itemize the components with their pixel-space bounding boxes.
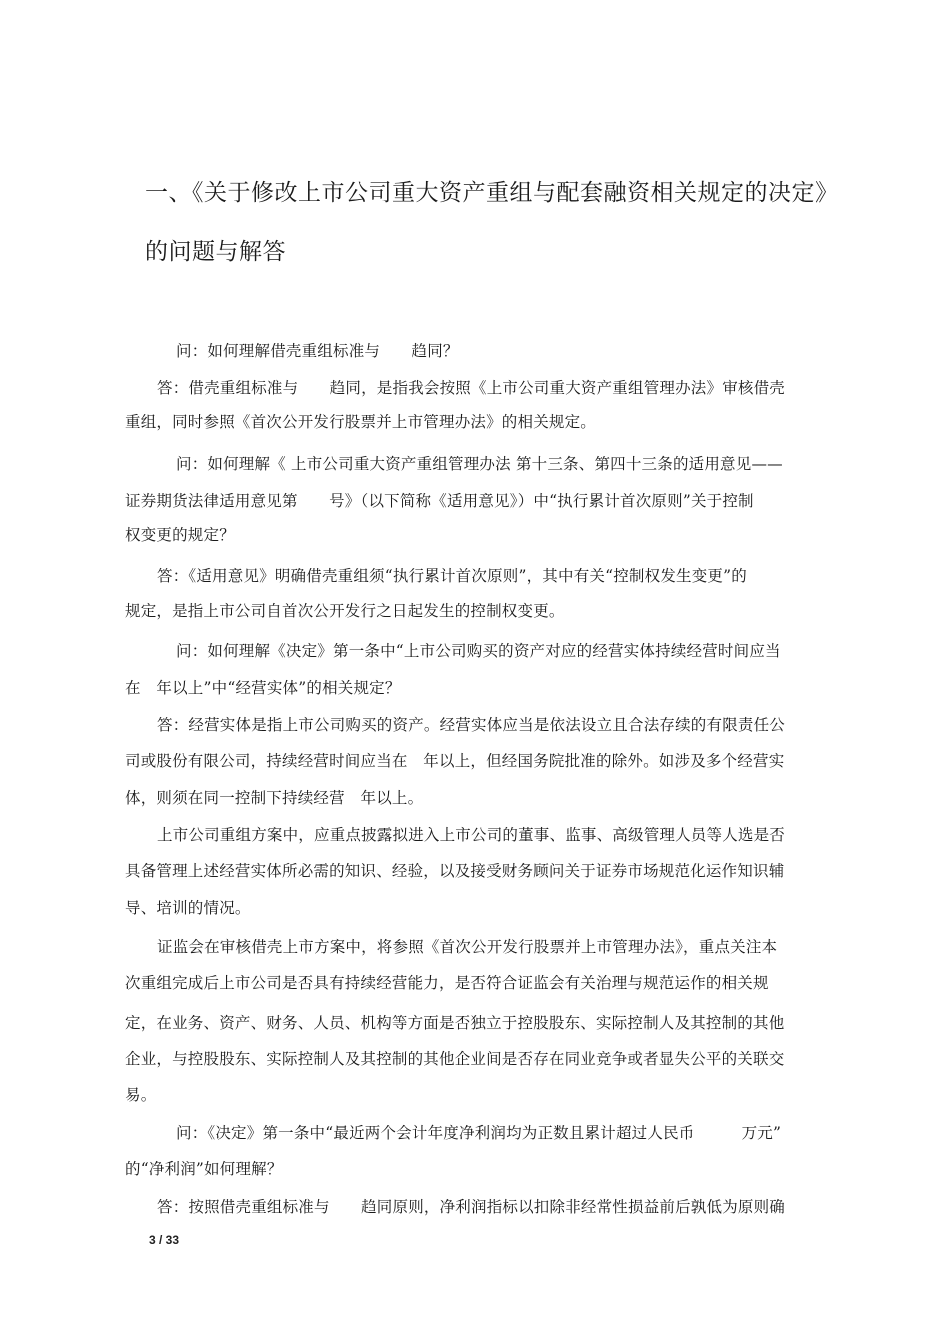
paragraph-line: 企业，与控股股东、实际控制人及其控制的其他企业间是否存在同业竞争或者显失公平的关联交 <box>125 1050 785 1068</box>
paragraph-line: 证监会在审核借壳上市方案中，将参照《首次公开发行股票并上市管理办法》，重点关注本 <box>157 938 778 956</box>
answer-line: 答：经营实体是指上市公司购买的资产。经营实体应当是依法设立且合法存续的有限责任公 <box>157 716 786 734</box>
answer-line: 答：按照借壳重组标准与 趋同原则，净利润指标以扣除非经常性损益前后孰低为原则确 <box>157 1198 786 1216</box>
question-line: 证券期货法律适用意见第 号》（以下简称《适用意见》）中“执行累计首次原则”关于控制 <box>125 492 754 510</box>
section-heading-line-1: 一、《关于修改上市公司重大资产重组与配套融资相关规定的决定》 <box>145 180 839 206</box>
question-line: 的“净利润”如何理解？ <box>125 1160 283 1178</box>
paragraph-line: 次重组完成后上市公司是否具有持续经营能力，是否符合证监会有关治理与规范运作的相关规 <box>125 974 769 992</box>
question-line: 问：如何理解借壳重组标准与 趋同？ <box>176 342 459 360</box>
answer-line: 体，则须在同一控制下持续经营 年以上。 <box>125 789 424 807</box>
paragraph-line: 易。 <box>125 1086 157 1104</box>
section-heading-line-2: 的问题与解答 <box>145 239 286 265</box>
question-line: 在 年以上”中“经营实体”的相关规定？ <box>125 679 401 697</box>
page-number: 3 / 33 <box>149 1233 180 1247</box>
paragraph-line: 导、培训的情况。 <box>125 899 251 917</box>
question-line: 权变更的规定？ <box>125 526 235 544</box>
paragraph-line: 定，在业务、资产、财务、人员、机构等方面是否独立于控股股东、实际控制人及其控制的其他 <box>125 1014 785 1032</box>
answer-line: 重组，同时参照《首次公开发行股票并上市管理办法》的相关规定。 <box>125 413 597 431</box>
paragraph-line: 具备管理上述经营实体所必需的知识、经验，以及接受财务顾问关于证券市场规范化运作知识辅 <box>125 862 785 880</box>
paragraph-line: 上市公司重组方案中，应重点披露拟进入上市公司的董事、监事、高级管理人员等人选是否 <box>157 826 786 844</box>
question-line: 问：《决定》第一条中“最近两个会计年度净利润均为正数且累计超过人民币 万元” <box>176 1124 782 1142</box>
question-line: 问：如何理解《决定》第一条中“上市公司购买的资产对应的经营实体持续经营时间应当 <box>176 642 781 660</box>
answer-line: 答：借壳重组标准与 趋同，是指我会按照《上市公司重大资产重组管理办法》审核借壳 <box>157 379 786 397</box>
answer-line: 规定，是指上市公司自首次公开发行之日起发生的控制权变更。 <box>125 602 565 620</box>
question-line: 问：如何理解《 上市公司重大资产重组管理办法 第十三条、第四十三条的适用意见—— <box>176 455 783 473</box>
answer-line: 答：《适用意见》明确借壳重组须“执行累计首次原则”，其中有关“控制权发生变更”的 <box>157 567 747 585</box>
answer-line: 司或股份有限公司，持续经营时间应当在 年以上，但经国务院批准的除外。如涉及多个经营实 <box>125 752 785 770</box>
